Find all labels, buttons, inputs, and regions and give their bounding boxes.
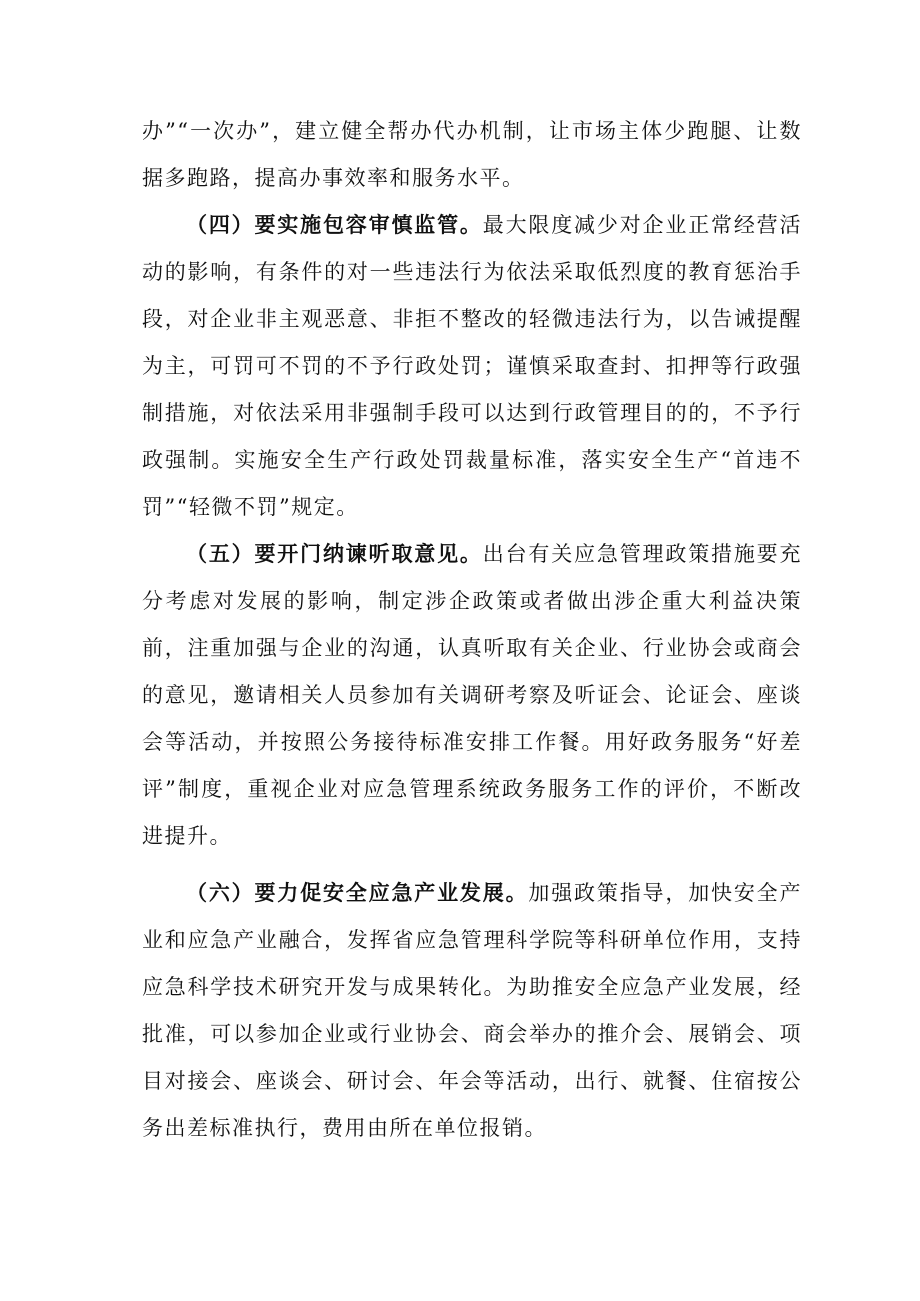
section-heading-6: （六）要力促安全应急产业发展。	[186, 881, 529, 905]
paragraph-section-6	[142, 870, 802, 1152]
paragraph-text: 办”“一次办”，建立健全帮办代办机制，让市场主体少跑腿、让数据多跑路，提高办事效率和服务水平。	[142, 119, 802, 190]
paragraph-text: 出台有关应急管理政策措施要充分考虑对发展的影响，制定涉企政策或者做出涉企重大利益决策前，注重加强与企业的沟通，认真听取有关企业、行业协会或商会的意见，邀请相关人员参加有关调研考察及听证会、论证会、座谈会等活动，并按照公务接待标准安排工作餐。用好政务服务“好差评”制度，重视企业对应急管理系统政务服务工作的评价，不断改进提升。	[142, 542, 802, 848]
paragraph-text: 加强政策指导，加快安全产业和应急产业融合，发挥省应急管理科学院等科研单位作用，支持应急科学技术研究开发与成果转化。为助推安全应急产业发展，经批准，可以参加企业或行业协会、商会举办的推介会、展销会、项目对接会、座谈会、研讨会、年会等活动，出行、就餐、住宿按公务出差标准执行，费用由所在单位报销。	[142, 881, 803, 1140]
section-heading-4: （四）要实施包容审慎监管。	[186, 213, 483, 237]
paragraph-section-5	[142, 531, 802, 860]
paragraph-section-4	[142, 202, 802, 531]
paragraph-continuation	[142, 108, 802, 202]
section-heading-5: （五）要开门纳谏听取意见。	[186, 542, 483, 566]
document-body	[142, 108, 802, 1152]
paragraph-text: 最大限度减少对企业正常经营活动的影响，有条件的对一些违法行为依法采取低烈度的教育惩治手段，对企业非主观恶意、非拒不整改的轻微违法行为，以告诫提醒为主，可罚可不罚的不予行政处罚；谨慎采取查封、扣押等行政强制措施，对依法采用非强制手段可以达到行政管理目的的，不予行政强制。实施安全生产行政处罚裁量标准，落实安全生产“首违不罚”“轻微不罚”规定。	[142, 213, 802, 519]
